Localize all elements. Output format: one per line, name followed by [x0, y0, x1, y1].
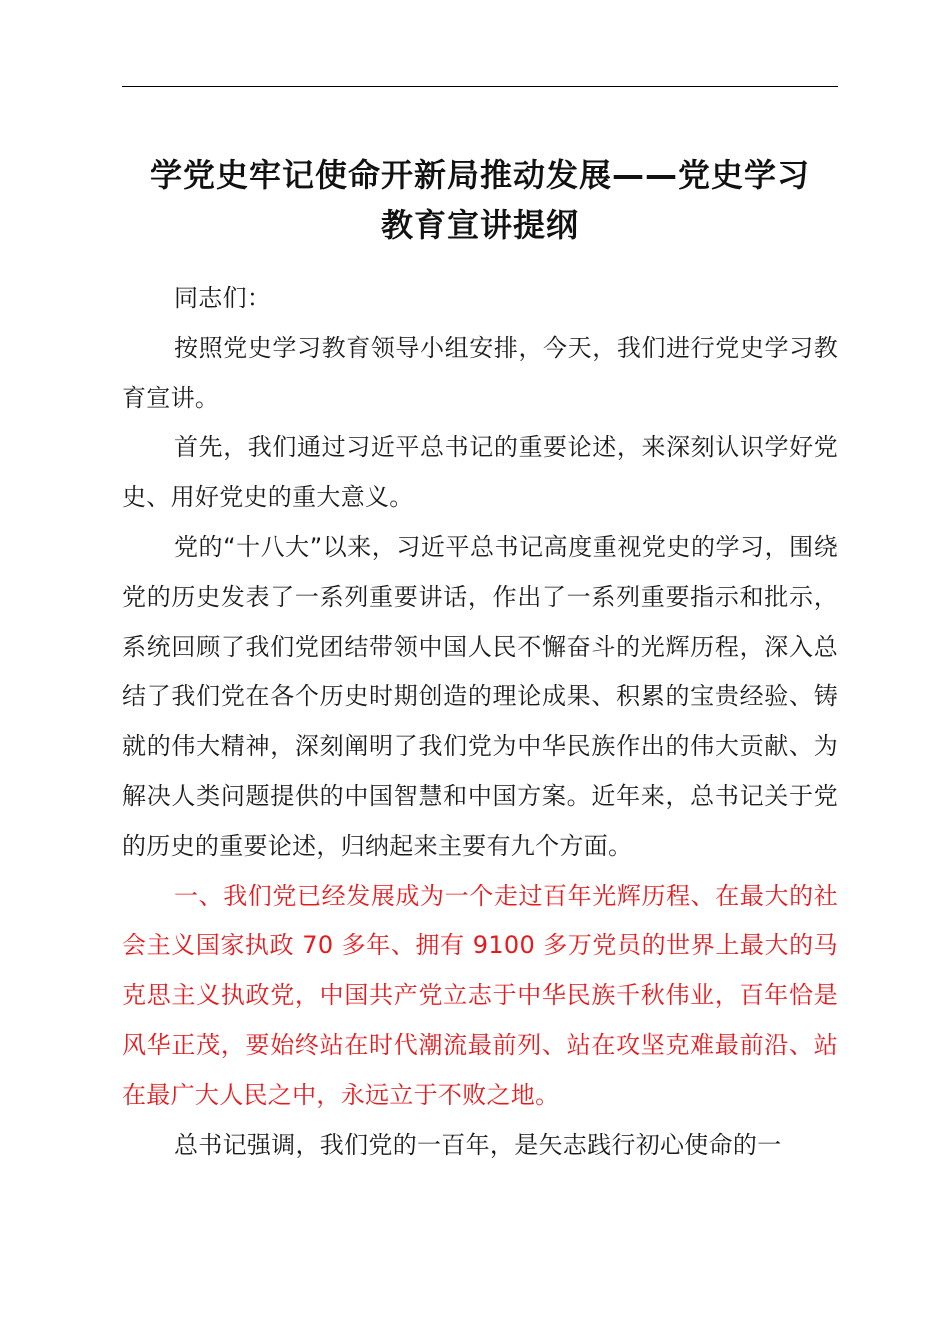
- title-line-2: 教育宣讲提纲: [380, 206, 579, 244]
- paragraph-intro: 按照党史学习教育领导小组安排，今天，我们进行党史学习教育宣讲。: [122, 333, 838, 412]
- document-body: [122, 274, 838, 1170]
- document-title: [110, 150, 850, 250]
- paragraph-first: 首先，我们通过习近平总书记的重要论述，来深刻认识学好党史、用好党史的重大意义。: [122, 433, 838, 512]
- paragraph-continuation: 总书记强调，我们党的一百年，是矢志践行初心使命的一: [174, 1130, 782, 1159]
- paragraph-salutation: 同志们：: [174, 284, 272, 312]
- header-rule: [122, 86, 838, 87]
- title-line-1: 学党史牢记使命开新局推动发展——党史学习: [149, 156, 810, 194]
- paragraph-background: 党的“十八大”以来，习近平总书记高度重视党史的学习，围绕党的历史发表了一系列重要讲话，作出了一系列重要指示和批示，系统回顾了我们党团结带领中国人民不懈奋斗的光辉历程，深入总结了我们党在各个历史时期创造的理论成果、积累的宝贵经验、铸就的伟大精神，深刻阐明了我们党为中华民族作出的伟大贡献、为解决人类问题提供的中国智慧和中国方案。近年来，总书记关于党的历史的重要论述，归纳起来主要有九个方面。: [122, 532, 838, 860]
- paragraph-point-one: 一、我们党已经发展成为一个走过百年光辉历程、在最大的社会主义国家执政 70 多年、拥有 9100 多万党员的世界上最大的马克思主义执政党，中国共产党立志于中华民族千秋伟业，百年恰是风华正茂，要始终站在时代潮流最前列、站在攻坚克难最前沿、站在最广大人民之中，永远立于不败之地。: [122, 881, 838, 1109]
